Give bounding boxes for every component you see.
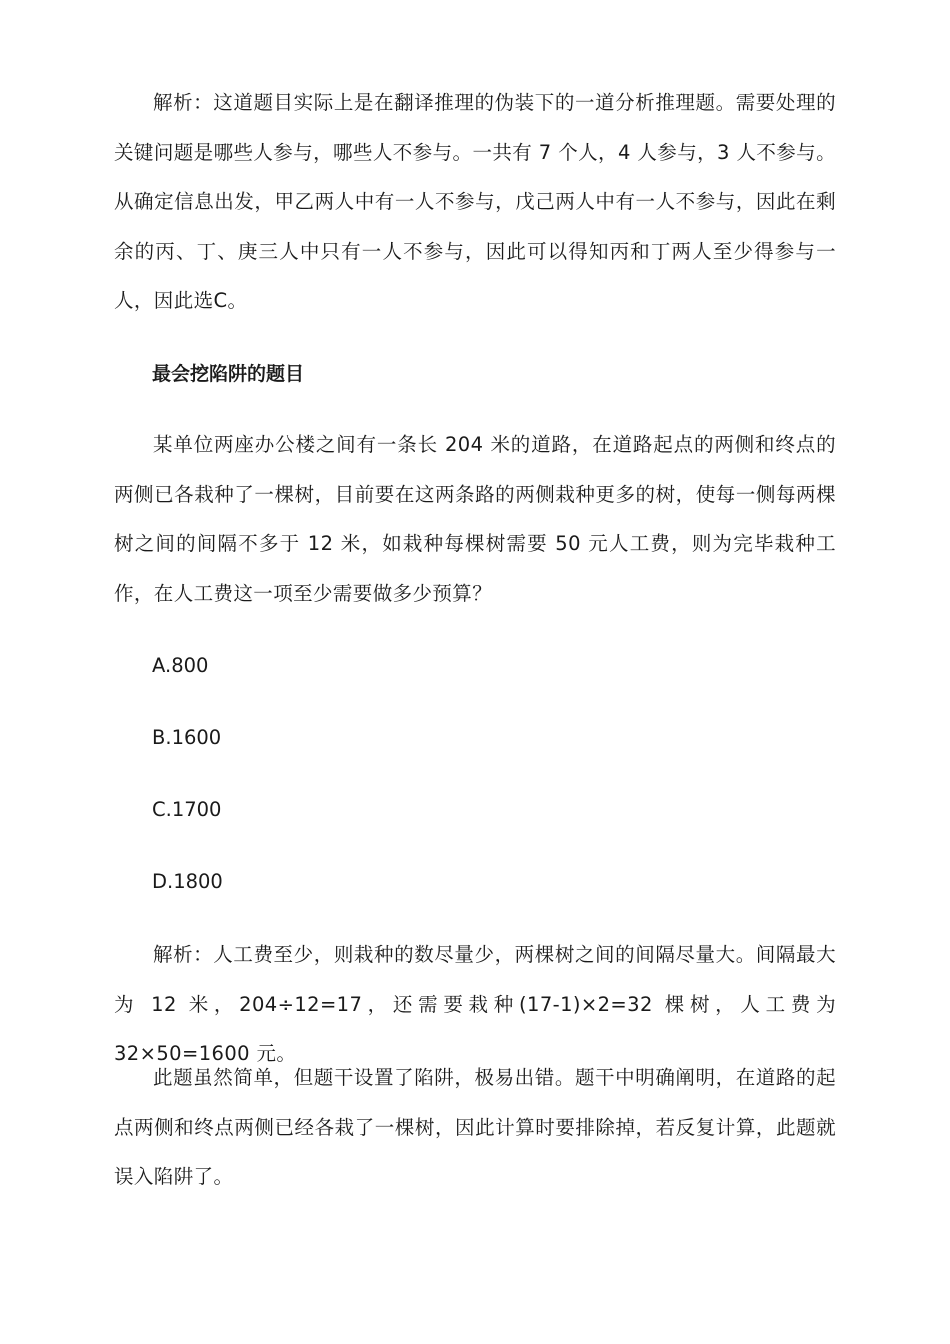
analysis-paragraph-2: 解析：人工费至少，则栽种的数尽量少，两棵树之间的间隔尽量大。间隔最大为 12 米，204÷12=17，还需要栽种(17-1)×2=32 棵树，人工费为 32×50=1600 元。 [114,943,836,1065]
note-paragraph: 此题虽然简单，但题干设置了陷阱，极易出错。题干中明确阐明，在道路的起点两侧和终点两侧已经各栽了一棵树，因此计算时要排除掉，若反复计算，此题就误入陷阱了。 [114,1066,836,1188]
section-heading: 最会挖陷阱的题目 [152,363,305,385]
option-b: B.1600 [152,726,222,749]
question-paragraph: 某单位两座办公楼之间有一条长 204 米的道路，在道路起点的两侧和终点的两侧已各栽种了一棵树，目前要在这两条路的两侧栽种更多的树，使每一侧每两棵树之间的间隔不多于 12 米，如栽种每棵树需要 50 元人工费，则为完毕栽种工作，在人工费这一项至少需要做多少预算？ [114,433,836,605]
option-c: C.1700 [152,798,222,821]
option-a: A.800 [152,654,209,677]
analysis-paragraph-1: 解析：这道题目实际上是在翻译推理的伪装下的一道分析推理题。需要处理的关键问题是哪些人参与，哪些人不参与。一共有 7 个人，4 人参与，3 人不参与。从确定信息出发，甲乙两人中有一人不参与，戊己两人中有一人不参与，因此在剩余的丙、丁、庚三人中只有一人不参与，因此可以得知丙和丁两人至少得参与一人，因此选C。 [114,91,836,312]
option-d: D.1800 [152,870,223,893]
